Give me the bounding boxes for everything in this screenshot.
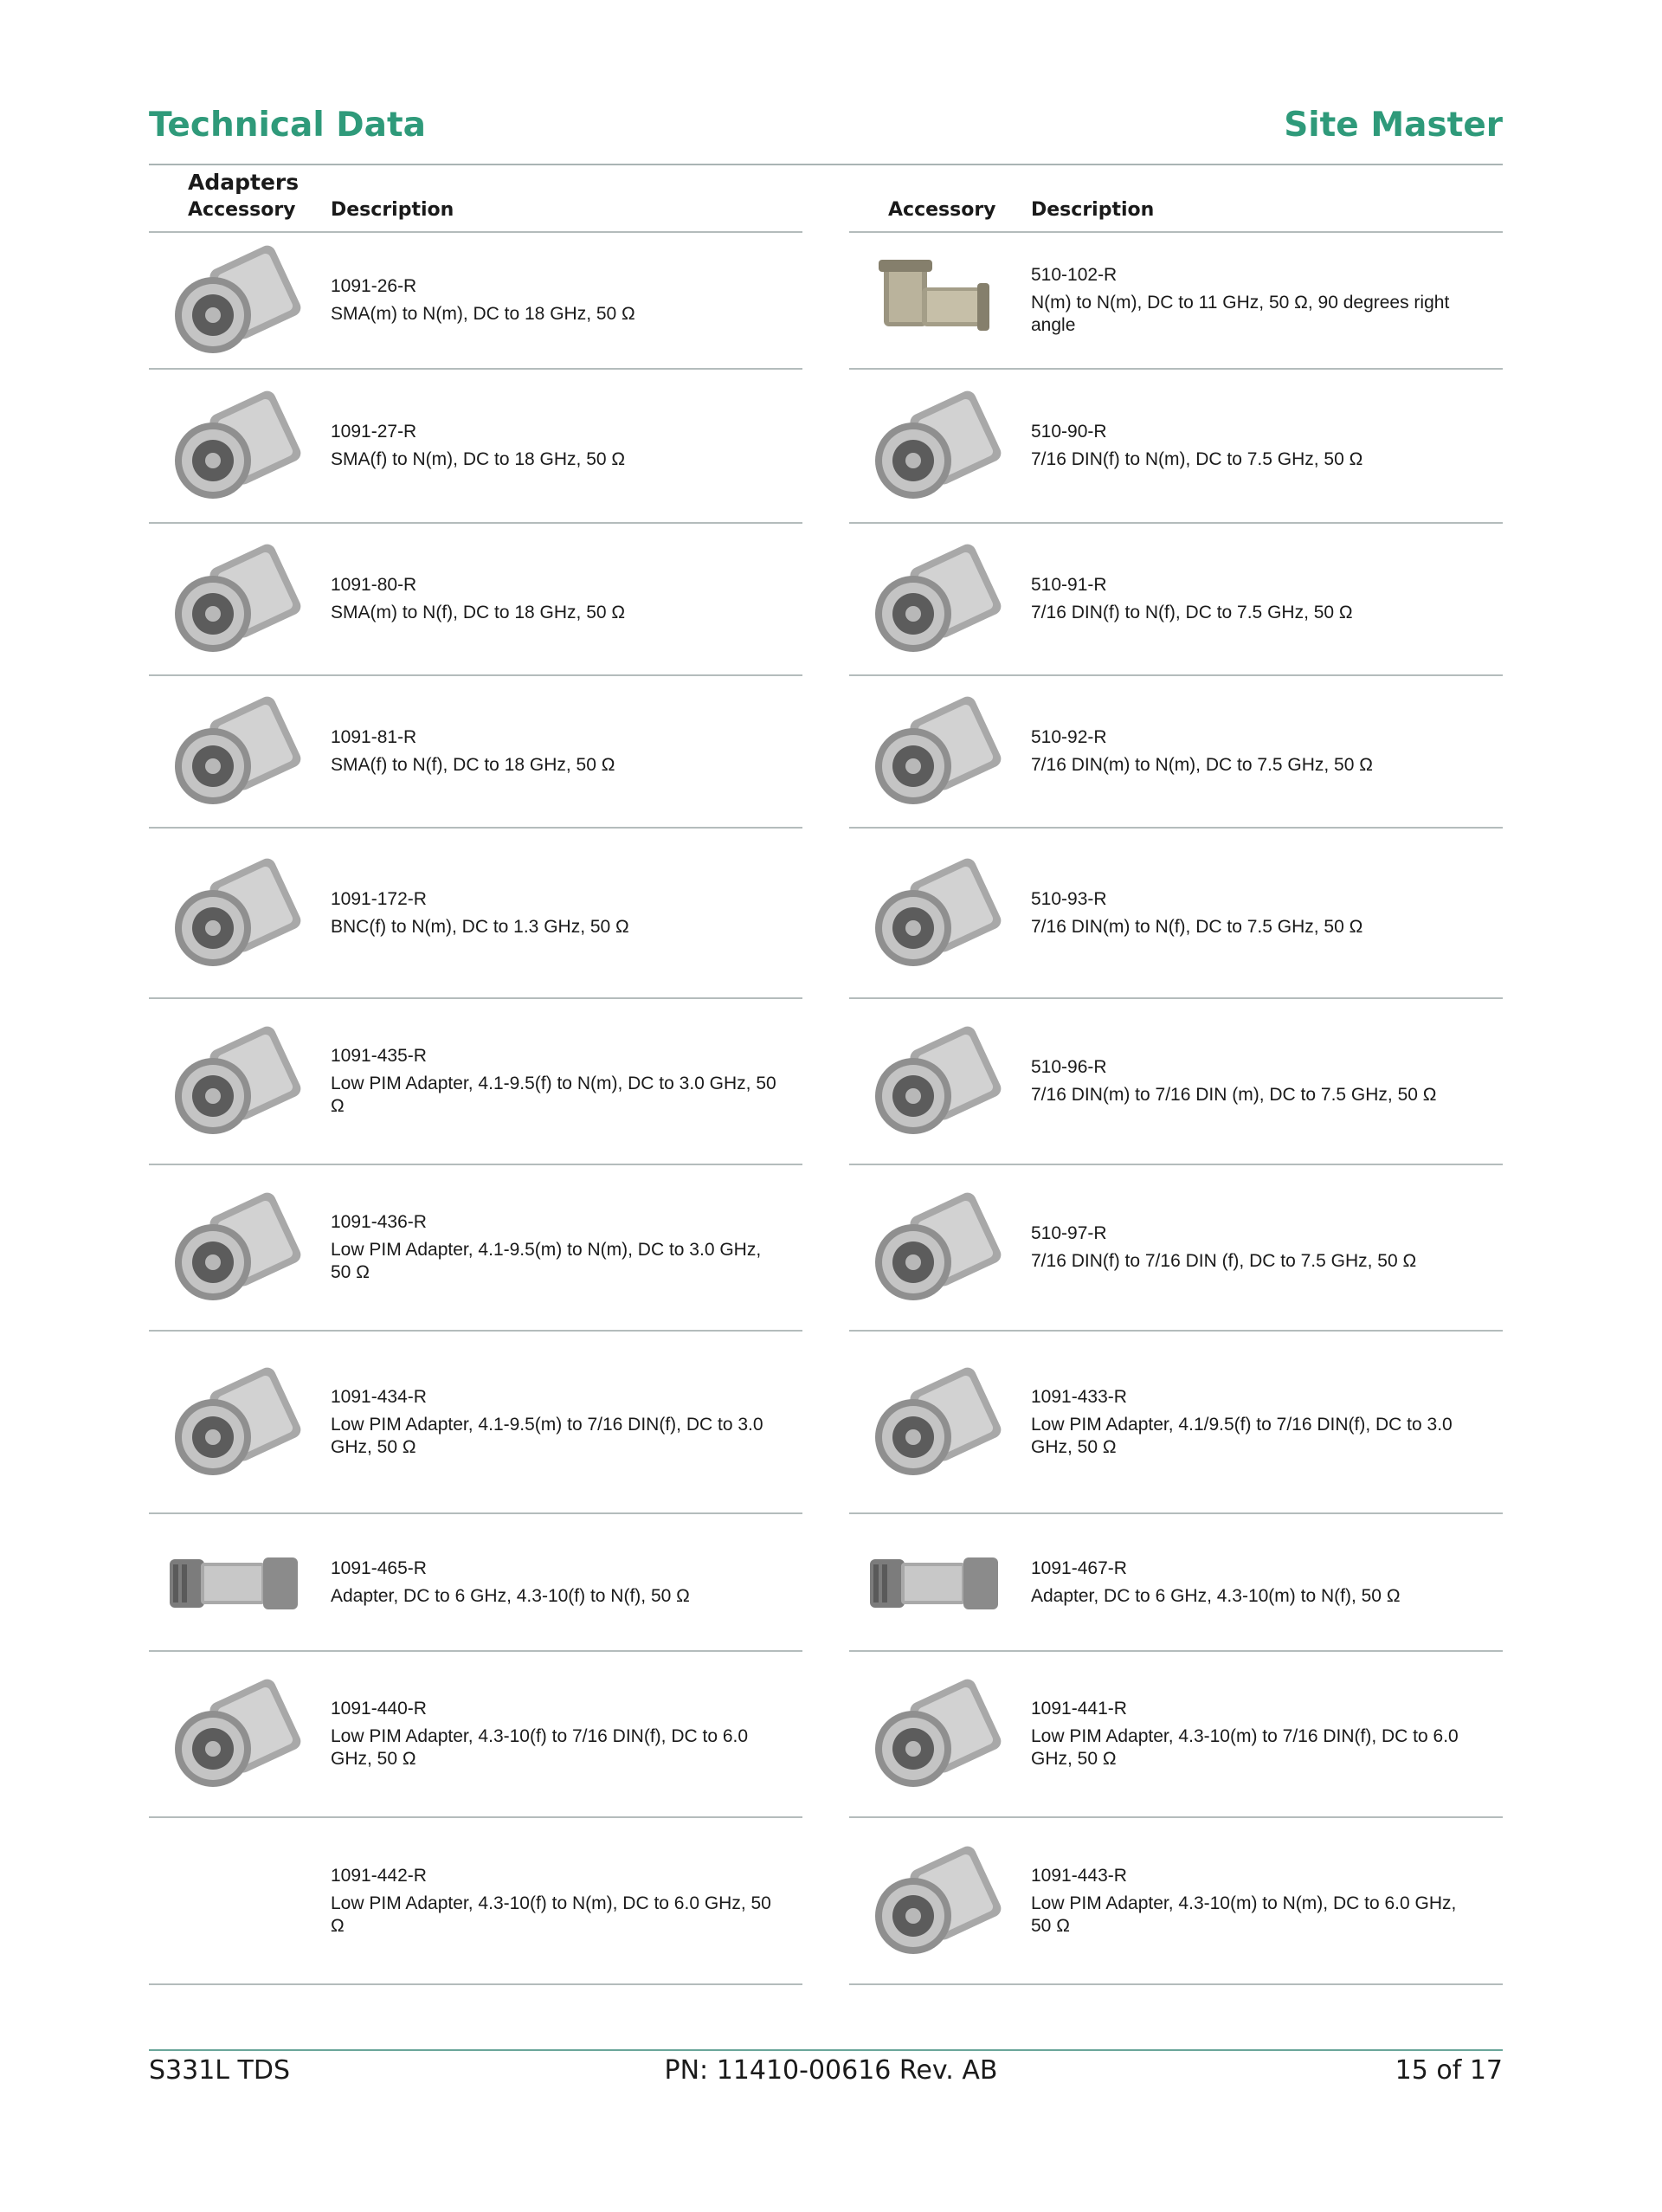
empty-photo-slot xyxy=(159,1836,306,1966)
accessory-column-header: Accessory xyxy=(188,199,296,221)
table-row xyxy=(849,524,1503,676)
accessory-description xyxy=(1031,1386,1477,1459)
low-pim-adapter-photo xyxy=(159,1358,306,1487)
accessory-part-number: 1091-435-R xyxy=(331,1046,427,1066)
sma-to-n-adapter-photo xyxy=(159,235,306,365)
table-row xyxy=(849,370,1503,524)
footer-doc-name: S331L TDS xyxy=(149,2055,291,2086)
sma-to-n-adapter-photo xyxy=(159,381,306,511)
adapters-table-left xyxy=(149,194,802,1985)
accessory-description xyxy=(1031,1222,1477,1273)
accessory-part-number: 1091-441-R xyxy=(1031,1699,1127,1719)
accessory-spec-text: 7/16 DIN(m) to N(f), DC to 7.5 GHz, 50 Ω xyxy=(1031,916,1363,937)
table-row xyxy=(149,999,802,1165)
accessory-spec-text: 7/16 DIN(m) to 7/16 DIN (m), DC to 7.5 GHz, 50 Ω xyxy=(1031,1085,1437,1105)
accessory-part-number: 510-93-R xyxy=(1031,888,1107,909)
accessory-part-number: 1091-467-R xyxy=(1031,1557,1127,1578)
accessory-description xyxy=(1031,1865,1477,1938)
accessory-part-number: 510-96-R xyxy=(1031,1057,1107,1077)
accessory-part-number: 1091-434-R xyxy=(331,1386,427,1407)
accessory-description xyxy=(331,1865,776,1938)
table-row xyxy=(149,370,802,524)
table-row xyxy=(849,829,1503,999)
din-to-n-adapter-photo xyxy=(860,687,1007,816)
accessory-spec-text: SMA(f) to N(f), DC to 18 GHz, 50 Ω xyxy=(331,755,615,775)
accessory-description xyxy=(1031,1698,1477,1770)
table-row xyxy=(149,233,802,370)
adapters-table-right xyxy=(849,194,1503,1985)
section-title: Adapters xyxy=(188,170,300,195)
din-to-n-adapter-photo xyxy=(860,381,1007,511)
footer-part-number: PN: 11410-00616 Rev. AB xyxy=(664,2055,998,2086)
table-row xyxy=(849,1652,1503,1818)
table-row xyxy=(849,1514,1503,1652)
inline-adapter-photo xyxy=(159,1518,306,1648)
table-row xyxy=(849,1818,1503,1985)
table-row xyxy=(149,1514,802,1652)
table-row xyxy=(149,829,802,999)
din-to-din-adapter-photo xyxy=(860,1016,1007,1146)
accessory-spec-text: SMA(f) to N(m), DC to 18 GHz, 50 Ω xyxy=(331,449,626,469)
accessory-description xyxy=(331,1698,776,1770)
accessory-description xyxy=(331,1386,776,1459)
accessory-column-header: Accessory xyxy=(888,199,996,221)
accessory-part-number: 510-91-R xyxy=(1031,575,1107,595)
accessory-spec-text: Low PIM Adapter, 4.1-9.5(m) to 7/16 DIN(f), DC to 3.0 GHz, 50 Ω xyxy=(331,1414,763,1457)
low-pim-adapter-photo xyxy=(860,1836,1007,1966)
page-title: Technical Data xyxy=(149,106,426,145)
accessory-description xyxy=(1031,1056,1477,1106)
table-row xyxy=(849,999,1503,1165)
din-to-n-adapter-photo xyxy=(860,534,1007,664)
accessory-description xyxy=(331,275,776,326)
accessory-part-number: 1091-433-R xyxy=(1031,1386,1127,1407)
accessory-description xyxy=(331,1211,776,1284)
table-header xyxy=(149,194,802,233)
accessory-description xyxy=(1031,421,1477,471)
accessory-spec-text: Low PIM Adapter, 4.3-10(m) to N(m), DC to 6.0 GHz, 50 Ω xyxy=(1031,1893,1457,1936)
low-pim-adapter-photo xyxy=(159,1016,306,1146)
accessory-spec-text: 7/16 DIN(f) to 7/16 DIN (f), DC to 7.5 GHz, 50 Ω xyxy=(1031,1251,1417,1271)
inline-adapter-photo xyxy=(860,1518,1007,1648)
table-row xyxy=(149,524,802,676)
table-row xyxy=(149,1165,802,1332)
accessory-part-number: 1091-443-R xyxy=(1031,1865,1127,1886)
table-body xyxy=(849,233,1503,1985)
table-row xyxy=(149,1818,802,1985)
header-divider xyxy=(149,164,1503,165)
accessory-description xyxy=(331,421,776,471)
accessory-part-number: 1091-440-R xyxy=(331,1699,427,1719)
table-header xyxy=(849,194,1503,233)
accessory-part-number: 1091-172-R xyxy=(331,888,427,909)
accessory-description xyxy=(1031,574,1477,624)
right-angle-adapter-photo xyxy=(860,235,1007,365)
table-row xyxy=(849,233,1503,370)
table-row xyxy=(849,676,1503,829)
accessory-spec-text: Low PIM Adapter, 4.3-10(m) to 7/16 DIN(f), DC to 6.0 GHz, 50 Ω xyxy=(1031,1726,1459,1769)
accessory-description xyxy=(1031,1557,1477,1608)
accessory-spec-text: 7/16 DIN(m) to N(m), DC to 7.5 GHz, 50 Ω xyxy=(1031,755,1373,775)
accessory-part-number: 1091-80-R xyxy=(331,575,417,595)
accessory-spec-text: Low PIM Adapter, 4.1-9.5(m) to N(m), DC to 3.0 GHz, 50 Ω xyxy=(331,1240,762,1282)
sma-to-n-adapter-photo xyxy=(159,534,306,664)
table-row xyxy=(149,1332,802,1514)
accessory-part-number: 1091-81-R xyxy=(331,727,417,747)
sma-to-n-adapter-photo xyxy=(159,687,306,816)
accessory-spec-text: N(m) to N(m), DC to 11 GHz, 50 Ω, 90 degrees right angle xyxy=(1031,293,1450,335)
accessory-spec-text: Low PIM Adapter, 4.3-10(f) to N(m), DC to 6.0 GHz, 50 Ω xyxy=(331,1893,771,1936)
accessory-spec-text: Low PIM Adapter, 4.1-9.5(f) to N(m), DC to 3.0 GHz, 50 Ω xyxy=(331,1074,776,1116)
product-name: Site Master xyxy=(1284,106,1503,145)
accessory-description xyxy=(331,1557,776,1608)
accessory-spec-text: Low PIM Adapter, 4.3-10(f) to 7/16 DIN(f), DC to 6.0 GHz, 50 Ω xyxy=(331,1726,749,1769)
accessory-spec-text: Adapter, DC to 6 GHz, 4.3-10(f) to N(f), 50 Ω xyxy=(331,1585,690,1606)
low-pim-adapter-photo xyxy=(860,1669,1007,1799)
footer-divider xyxy=(149,2049,1503,2051)
description-column-header: Description xyxy=(331,199,454,221)
accessory-spec-text: 7/16 DIN(f) to N(m), DC to 7.5 GHz, 50 Ω xyxy=(1031,449,1363,469)
table-row xyxy=(849,1165,1503,1332)
accessory-spec-text: SMA(m) to N(m), DC to 18 GHz, 50 Ω xyxy=(331,304,635,324)
accessory-part-number: 1091-465-R xyxy=(331,1557,427,1578)
accessory-part-number: 1091-27-R xyxy=(331,422,417,442)
accessory-part-number: 510-97-R xyxy=(1031,1223,1107,1243)
accessory-part-number: 1091-436-R xyxy=(331,1212,427,1232)
accessory-description xyxy=(331,888,776,938)
accessory-description xyxy=(1031,264,1477,337)
footer-page-number: 15 of 17 xyxy=(1395,2055,1503,2086)
din-to-din-adapter-photo xyxy=(860,1183,1007,1312)
accessory-part-number: 510-102-R xyxy=(1031,265,1118,285)
accessory-description xyxy=(1031,726,1477,777)
accessory-part-number: 1091-26-R xyxy=(331,276,417,296)
accessory-spec-text: SMA(m) to N(f), DC to 18 GHz, 50 Ω xyxy=(331,603,626,622)
din-to-n-adapter-photo xyxy=(860,848,1007,978)
accessory-description xyxy=(331,1045,776,1118)
accessory-description xyxy=(1031,888,1477,938)
table-body xyxy=(149,233,802,1985)
description-column-header: Description xyxy=(1031,199,1155,221)
bnc-to-n-adapter-photo xyxy=(159,848,306,978)
accessory-part-number: 1091-442-R xyxy=(331,1865,427,1886)
accessory-spec-text: BNC(f) to N(m), DC to 1.3 GHz, 50 Ω xyxy=(331,916,629,937)
accessory-description xyxy=(331,574,776,624)
low-pim-adapter-photo xyxy=(860,1358,1007,1487)
accessory-description xyxy=(331,726,776,777)
low-pim-adapter-photo xyxy=(159,1183,306,1312)
accessory-spec-text: Low PIM Adapter, 4.1/9.5(f) to 7/16 DIN(f), DC to 3.0 GHz, 50 Ω xyxy=(1031,1414,1453,1457)
accessory-spec-text: Adapter, DC to 6 GHz, 4.3-10(m) to N(f), 50 Ω xyxy=(1031,1585,1401,1606)
table-row xyxy=(149,1652,802,1818)
accessory-part-number: 510-90-R xyxy=(1031,422,1107,442)
accessory-spec-text: 7/16 DIN(f) to N(f), DC to 7.5 GHz, 50 Ω xyxy=(1031,603,1353,622)
table-row xyxy=(149,676,802,829)
table-row xyxy=(849,1332,1503,1514)
accessory-part-number: 510-92-R xyxy=(1031,727,1107,747)
low-pim-adapter-photo xyxy=(159,1669,306,1799)
